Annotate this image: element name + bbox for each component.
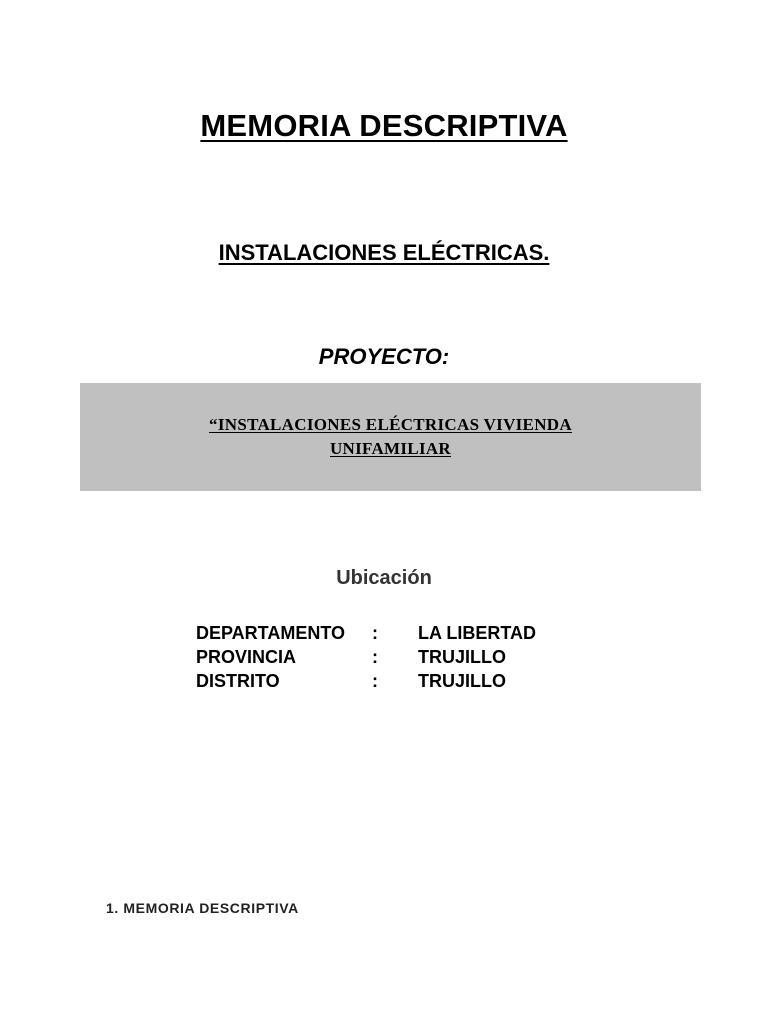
project-name <box>80 413 701 461</box>
location-value: TRUJILLO <box>418 647 506 667</box>
section-heading: 1. MEMORIA DESCRIPTIVA <box>106 900 299 916</box>
project-name-line1: “INSTALACIONES ELÉCTRICAS VIVIENDA <box>209 415 572 434</box>
location-title: Ubicación <box>336 567 432 589</box>
location-value: LA LIBERTAD <box>418 623 536 643</box>
project-label: PROYECTO: <box>318 344 450 369</box>
location-separator: : <box>372 671 378 691</box>
location-separator: : <box>372 647 378 667</box>
location-separator: : <box>372 623 378 643</box>
location-key: DEPARTAMENTO <box>196 623 346 643</box>
location-key: DISTRITO <box>196 671 280 691</box>
location-key: PROVINCIA <box>196 647 297 667</box>
document-subtitle: INSTALACIONES ELÉCTRICAS. <box>218 240 550 265</box>
document-title: MEMORIA DESCRIPTIVA <box>200 108 568 143</box>
project-name-line2: UNIFAMILIAR <box>329 439 452 458</box>
location-value: TRUJILLO <box>418 671 506 691</box>
